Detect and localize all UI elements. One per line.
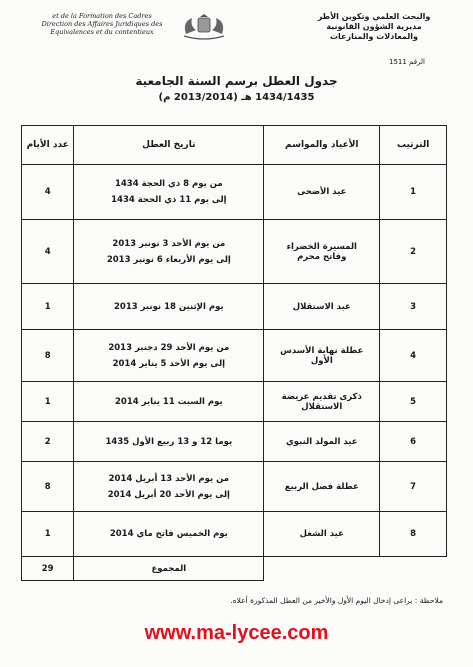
cell-occasion xyxy=(264,422,380,462)
total-label: المجموع xyxy=(74,557,264,581)
header-order: الترتيب xyxy=(380,126,447,165)
cell-days: 4 xyxy=(22,165,74,220)
cell-dates xyxy=(74,220,264,284)
cell-dates xyxy=(74,382,264,422)
header-days: عدد الأيام xyxy=(22,126,74,165)
date-line: إلى يوم الأحد 20 أبريل 2014 xyxy=(107,489,230,500)
cell-occasion xyxy=(264,382,380,422)
date-line: يوم الخميس فاتح ماي 2014 xyxy=(109,529,228,539)
reference-number: الرقم 1511 xyxy=(389,58,425,66)
table-row xyxy=(22,284,447,330)
occasion-line: عطلة فصل الربيع xyxy=(284,481,359,492)
occasion-line: عيد الأضحى xyxy=(297,187,347,197)
total-empty-cell xyxy=(264,557,447,581)
date-line: إلى يوم الأربعاء 6 نونبر 2013 xyxy=(106,254,231,265)
header-left-french xyxy=(22,12,182,36)
cell-dates xyxy=(74,422,264,462)
cell-days: 2 xyxy=(22,422,74,462)
table-row xyxy=(22,330,447,382)
document-title: جدول العطل برسم السنة الجامعية xyxy=(135,74,338,88)
date-line: من يوم الأحد 3 نونبر 2013 xyxy=(112,238,226,249)
header-right-line: مديرية الشؤون القانونية xyxy=(326,22,422,31)
header-right-arabic xyxy=(299,12,449,42)
cell-order: 1 xyxy=(380,165,447,220)
cell-order: 4 xyxy=(380,330,447,382)
total-row xyxy=(22,557,447,581)
table-row xyxy=(22,220,447,284)
date-line: إلى يوم الأحد 5 يناير 2014 xyxy=(112,358,226,369)
occasion-line: عيد المولد النبوي xyxy=(286,436,358,447)
moroccan-emblem-icon xyxy=(178,14,230,40)
cell-days: 4 xyxy=(22,220,74,284)
footnote: ملاحظة : يراعى إدخال اليوم الأول والأخير من العطل المذكورة أعلاه. xyxy=(230,596,443,605)
table-row xyxy=(22,422,447,462)
header-left-line: Equivalences et du contentieux xyxy=(50,28,154,36)
occasion-line: عطلة نهاية الأسدس الأول xyxy=(280,345,364,366)
cell-order: 7 xyxy=(380,462,447,512)
cell-days: 1 xyxy=(22,382,74,422)
cell-days: 1 xyxy=(22,284,74,330)
occasion-line: وفاتح محرم xyxy=(297,251,347,262)
cell-order: 3 xyxy=(380,284,447,330)
table-row xyxy=(22,462,447,512)
cell-order: 6 xyxy=(380,422,447,462)
date-line: من يوم الأحد 13 أبريل 2014 xyxy=(108,473,230,484)
table-row xyxy=(22,382,447,422)
date-line: يوما 12 و 13 ربيع الأول 1435 xyxy=(105,436,233,447)
cell-dates xyxy=(74,165,264,220)
cell-occasion xyxy=(264,165,380,220)
cell-dates xyxy=(74,512,264,557)
cell-occasion xyxy=(264,284,380,330)
table-row xyxy=(22,165,447,220)
cell-dates xyxy=(74,284,264,330)
header-dates: تاريخ العطل xyxy=(74,126,264,165)
cell-days: 8 xyxy=(22,462,74,512)
table-body xyxy=(22,165,447,581)
cell-occasion xyxy=(264,220,380,284)
cell-order: 8 xyxy=(380,512,447,557)
occasion-line: عيد الاستقلال xyxy=(292,301,351,312)
date-line: من يوم الأحد 29 دجنبر 2013 xyxy=(108,342,230,353)
cell-occasion xyxy=(264,330,380,382)
date-line: يوم الإثنين 18 نونبر 2013 xyxy=(114,301,224,312)
header-left-line: et de la Formation des Cadres xyxy=(52,12,152,20)
cell-days: 8 xyxy=(22,330,74,382)
date-line: من يوم 8 ذي الحجة 1434 xyxy=(114,179,223,189)
cell-dates xyxy=(74,462,264,512)
date-line: إلى يوم 11 ذي الحجة 1434 xyxy=(111,195,227,205)
cell-occasion xyxy=(264,462,380,512)
header-right-line: والمعادلات والمنازعات xyxy=(330,32,418,41)
cell-days: 1 xyxy=(22,512,74,557)
header-right-line: والبحث العلمي وتكوين الأطر xyxy=(317,12,431,21)
occasion-line: المسيرة الخضراء xyxy=(286,241,357,252)
occasion-line: عيد الشغل xyxy=(299,529,344,539)
website-watermark[interactable]: www.ma-lycee.com xyxy=(144,622,329,644)
header-occasion: الأعياد والمواسم xyxy=(264,126,380,165)
cell-order: 2 xyxy=(380,220,447,284)
occasion-line: ذكرى تقديم عريضة الاستقلال xyxy=(281,391,362,412)
table-row xyxy=(22,512,447,557)
cell-order: 5 xyxy=(380,382,447,422)
holidays-table xyxy=(21,125,447,581)
document-subtitle: 1434/1435 هـ (2013/2014 م) xyxy=(158,92,315,103)
total-days: 29 xyxy=(22,557,74,581)
header-left-line: Direction des Affaires Juridiques des xyxy=(41,20,163,28)
table-header-row xyxy=(22,126,447,165)
cell-dates xyxy=(74,330,264,382)
cell-occasion xyxy=(264,512,380,557)
date-line: يوم السبت 11 يناير 2014 xyxy=(114,396,223,407)
